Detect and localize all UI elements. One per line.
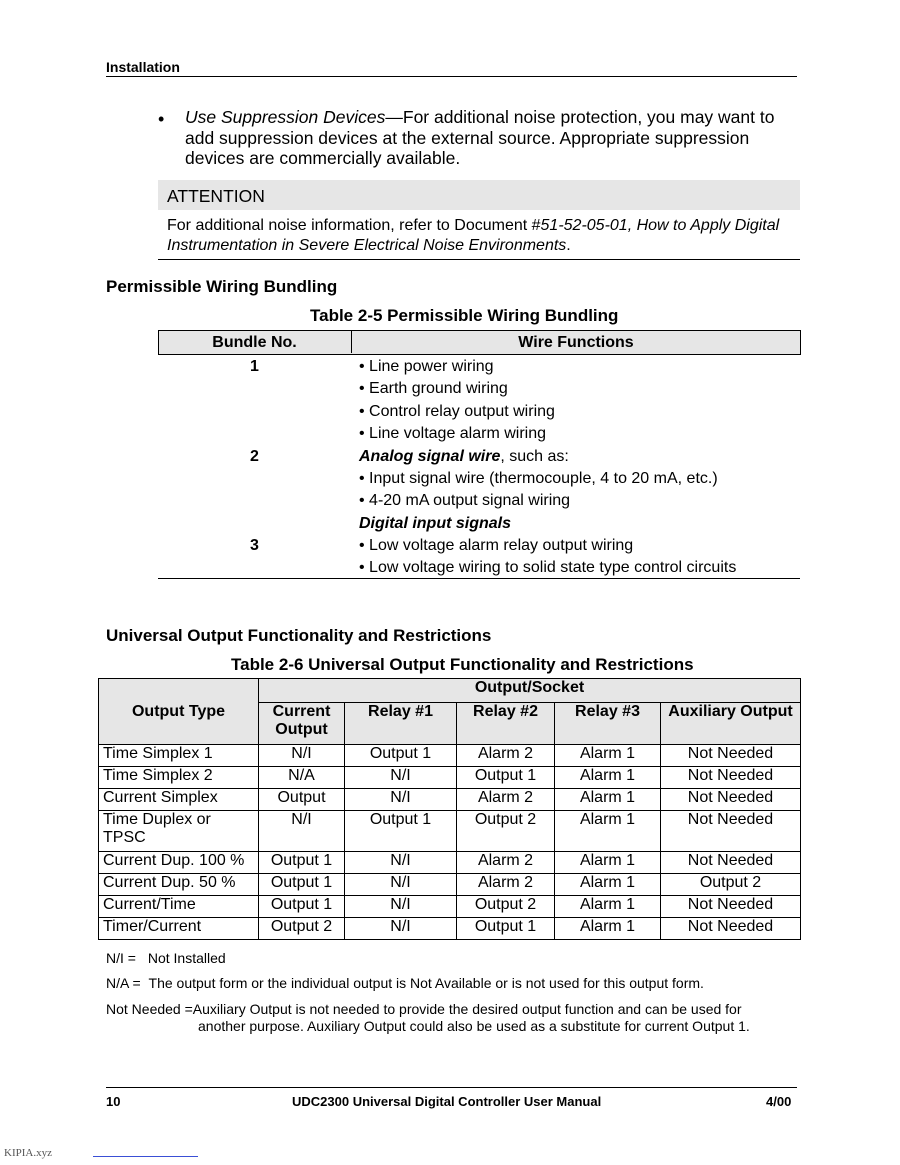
header-current-output: Current Output — [259, 703, 345, 745]
cell: N/I — [345, 767, 457, 789]
header-relay-2: Relay #2 — [457, 703, 555, 745]
note-key: N/A = — [106, 975, 141, 991]
wire-function-item: • Earth ground wiring — [359, 380, 508, 397]
table-2-5-bottom-rule — [158, 578, 800, 579]
wire-function-item: • Control relay output wiring — [359, 403, 555, 420]
cell: Alarm 1 — [555, 918, 661, 940]
watermark-text: KIPIA.xyz — [4, 1147, 52, 1159]
table-row — [99, 811, 801, 852]
note-key: Not Needed = — [106, 1001, 193, 1017]
wire-group-label: Digital input signals — [359, 515, 512, 532]
cell: Alarm 2 — [457, 745, 555, 767]
note-text: The output form or the individual output is Not Available or is not used for this output form. — [148, 975, 704, 991]
note-not-available — [106, 975, 704, 992]
note-text: Not Installed — [147, 950, 226, 966]
wire-function-group — [359, 515, 511, 533]
cell: N/I — [345, 874, 457, 896]
wire-group-suffix: , such as: — [500, 448, 569, 465]
cell: Output 1 — [457, 767, 555, 789]
wire-function-item: • Input signal wire (thermocouple, 4 to 20 mA, etc.) — [359, 470, 718, 487]
attention-body-suffix: . — [566, 236, 571, 254]
cell: Output — [259, 789, 345, 811]
suppression-lead: Use Suppression Devices — [185, 107, 386, 127]
attention-title: ATTENTION — [167, 186, 265, 206]
bundle-number: 3 — [250, 537, 259, 554]
cell: Not Needed — [661, 896, 801, 918]
header-relay-3: Relay #3 — [555, 703, 661, 745]
table-2-5-header-functions: Wire Functions — [518, 334, 634, 351]
cell-output-type: Time Simplex 1 — [99, 745, 259, 767]
cell: Alarm 2 — [457, 852, 555, 874]
cell-output-type: Current Simplex — [99, 789, 259, 811]
cell: Alarm 2 — [457, 874, 555, 896]
cell: Not Needed — [661, 852, 801, 874]
attention-rule — [158, 259, 800, 260]
cell: Output 1 — [457, 918, 555, 940]
note-key: N/I = — [106, 950, 136, 966]
cell: N/A — [259, 767, 345, 789]
wire-function-item: • 4-20 mA output signal wiring — [359, 492, 571, 509]
cell: Not Needed — [661, 745, 801, 767]
table-2-5-title: Table 2-5 Permissible Wiring Bundling — [310, 306, 619, 325]
cell: Not Needed — [661, 918, 801, 940]
cell-output-type: Time Duplex or TPSC — [99, 811, 259, 852]
bullet-dot: • — [158, 109, 165, 129]
manual-title: UDC2300 Universal Digital Controller User Manual — [292, 1094, 602, 1109]
table-row — [99, 789, 801, 811]
section-header: Installation — [106, 59, 180, 75]
footer-rule — [106, 1087, 797, 1088]
header-rule — [106, 76, 797, 77]
cell: N/I — [345, 852, 457, 874]
note-not-needed-continued: another purpose. Auxiliary Output could also be used as a substitute for current Output 1. — [198, 1018, 750, 1034]
cell-output-type: Time Simplex 2 — [99, 767, 259, 789]
cell-output-type: Current/Time — [99, 896, 259, 918]
cell-output-type: Current Dup. 50 % — [99, 874, 259, 896]
header-output-type: Output Type — [99, 679, 259, 745]
cell: Not Needed — [661, 811, 801, 852]
cell: N/I — [259, 745, 345, 767]
cell: Output 1 — [345, 811, 457, 852]
wire-function-item: • Line voltage alarm wiring — [359, 425, 547, 442]
table-2-6-title: Table 2-6 Universal Output Functionality and Restrictions — [231, 655, 694, 674]
cell: Output 2 — [661, 874, 801, 896]
cell-output-type: Current Dup. 100 % — [99, 852, 259, 874]
note-not-installed — [106, 950, 226, 967]
page-number: 10 — [106, 1094, 121, 1109]
revision-date: 4/00 — [766, 1094, 792, 1109]
table-row — [99, 767, 801, 789]
cell: Alarm 1 — [555, 767, 661, 789]
cell: Output 2 — [457, 811, 555, 852]
cell: Alarm 2 — [457, 789, 555, 811]
note-text: Auxiliary Output is not needed to provide the desired output function and can be used for — [192, 1001, 742, 1017]
wire-function-item: • Low voltage wiring to solid state type control circuits — [359, 559, 737, 576]
cell: N/I — [345, 896, 457, 918]
cell: N/I — [345, 918, 457, 940]
cell: N/I — [259, 811, 345, 852]
note-not-needed — [106, 1001, 742, 1018]
cell: Alarm 1 — [555, 745, 661, 767]
bundle-number: 1 — [250, 358, 259, 375]
table-2-6 — [98, 678, 801, 940]
suppression-text: —For additional noise protection, you may want to add suppression devices at the external source. Appropriate suppression devices are commercially available. — [185, 107, 775, 168]
cell: Alarm 1 — [555, 852, 661, 874]
section-title-wiring-bundling: Permissible Wiring Bundling — [106, 277, 338, 296]
cell: Output 1 — [345, 745, 457, 767]
cell: Output 2 — [457, 896, 555, 918]
bundle-number: 2 — [250, 448, 259, 465]
section-title-universal-output: Universal Output Functionality and Restrictions — [106, 626, 492, 645]
cell: Output 1 — [259, 852, 345, 874]
watermark-link-underline[interactable] — [93, 1156, 198, 1157]
wire-function-group — [359, 448, 569, 466]
cell: Output 1 — [259, 874, 345, 896]
header-relay-1: Relay #1 — [345, 703, 457, 745]
attention-body — [167, 216, 795, 255]
cell: Not Needed — [661, 767, 801, 789]
table-row — [99, 896, 801, 918]
table-2-5-header-bundle: Bundle No. — [212, 334, 297, 351]
wire-group-label: Analog signal wire — [359, 448, 501, 465]
cell: N/I — [345, 789, 457, 811]
wire-function-item: • Low voltage alarm relay output wiring — [359, 537, 634, 554]
table-row — [99, 745, 801, 767]
cell: Not Needed — [661, 789, 801, 811]
cell: Alarm 1 — [555, 789, 661, 811]
attention-document-ref: 51-52-05-01, How to Apply Digital Instrumentation in Severe Electrical Noise Environments — [167, 217, 780, 254]
table-row — [99, 918, 801, 940]
cell: Alarm 1 — [555, 811, 661, 852]
cell: Output 2 — [259, 918, 345, 940]
cell: Output 1 — [259, 896, 345, 918]
wire-function-item: • Line power wiring — [359, 358, 494, 375]
header-auxiliary-output: Auxiliary Output — [661, 703, 801, 745]
header-output-socket: Output/Socket — [259, 679, 801, 703]
attention-body-prefix: For additional noise information, refer to Document # — [167, 217, 541, 234]
table-row — [99, 852, 801, 874]
suppression-paragraph — [185, 107, 800, 169]
cell: Alarm 1 — [555, 896, 661, 918]
cell: Alarm 1 — [555, 874, 661, 896]
cell-output-type: Timer/Current — [99, 918, 259, 940]
table-row — [99, 874, 801, 896]
